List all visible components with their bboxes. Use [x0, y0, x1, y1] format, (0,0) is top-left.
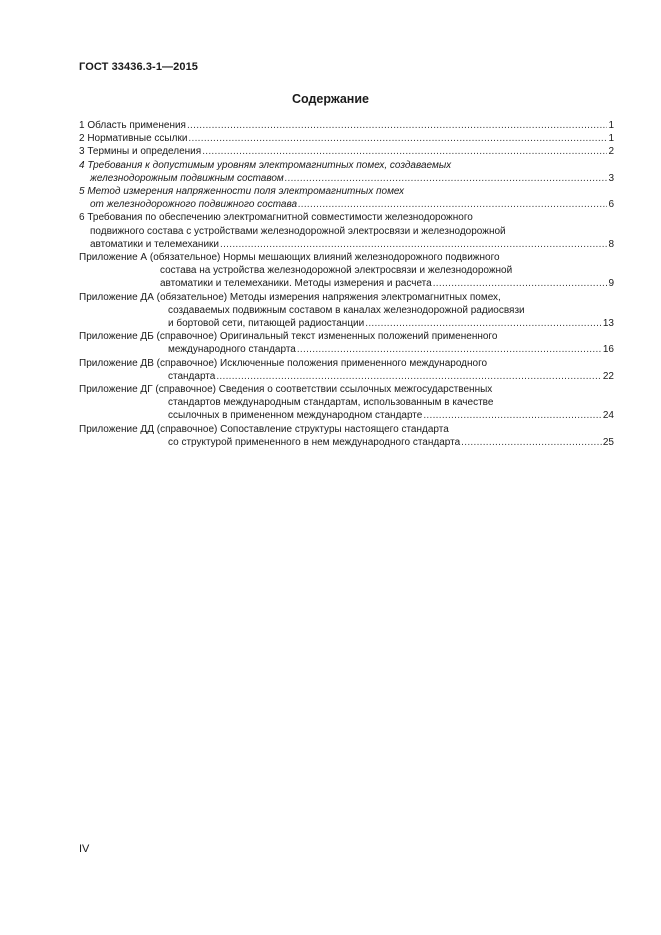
toc-entry-title: 4 Требования к допустимым уровням электромагнитных помех, создаваемых	[79, 159, 452, 171]
toc-entry-title-continuation: со структурой примененного в нем международного стандарта	[168, 436, 461, 448]
toc-entry-title: Приложение ДА (обязательное) Методы измерения напряжения электромагнитных помех,	[79, 291, 501, 303]
toc-dot-leader	[187, 119, 607, 132]
toc-page-number: 1	[608, 120, 614, 131]
toc-entry[interactable]	[79, 251, 614, 291]
toc-dot-leader	[216, 370, 602, 383]
toc-entry-title: Приложение ДВ (справочное) Исключенные положения примененного международного	[79, 357, 488, 369]
toc-entry-title-continuation: состава на устройства железнодорожной электросвязи и железнодорожной	[160, 265, 513, 277]
toc-entry-title-continuation: подвижного состава с устройствами железнодорожной электросвязи и железнодорожной	[90, 225, 506, 237]
toc-entry[interactable]	[79, 119, 614, 132]
toc-entry[interactable]	[79, 330, 614, 356]
toc-entry[interactable]	[79, 185, 614, 211]
toc-entry-title-continuation: автоматики и телемеханики. Методы измерения и расчета	[160, 278, 432, 290]
toc-entry-title: Приложение А (обязательное) Нормы мешающих влияний железнодорожного подвижного	[79, 252, 500, 264]
toc-dot-leader	[298, 198, 607, 211]
toc-page-number: 25	[602, 436, 614, 448]
toc-dot-leader	[365, 317, 602, 330]
toc-page-number: 22	[602, 370, 614, 382]
toc-page-number: 6	[608, 199, 614, 211]
toc-entry-title: Приложение ДД (справочное) Сопоставление структуры настоящего стандарта	[79, 423, 449, 435]
toc-dot-leader	[297, 343, 602, 356]
toc-entry[interactable]	[79, 291, 614, 331]
toc-entry-title: 3 Термины и определения	[79, 146, 202, 158]
toc-dot-leader	[285, 172, 608, 185]
toc-entry[interactable]	[79, 211, 614, 251]
toc-entry-title: Приложение ДГ (справочное) Сведения о соответствии ссылочных межгосударственных	[79, 384, 493, 396]
toc-dot-leader	[202, 145, 607, 158]
toc-entry-title-continuation: ссылочных в примененном международном стандарте	[168, 410, 423, 422]
toc-page-number: 24	[602, 410, 614, 422]
toc-entry-title-continuation: и бортовой сети, питающей радиостанции	[168, 318, 365, 330]
toc-page-number: 16	[602, 344, 614, 356]
toc-page-number: 2	[608, 146, 614, 158]
toc-entry-title-continuation: от железнодорожного подвижного состава	[90, 199, 298, 211]
toc-dot-leader	[423, 409, 602, 422]
toc-entry-title-continuation: стандартов международным стандартам, использованным в качестве	[168, 397, 494, 409]
toc-entry-title-continuation: железнодорожным подвижным составом	[90, 172, 284, 184]
toc-entry-title: Приложение ДБ (справочное) Оригинальный текст измененных положений примененного	[79, 331, 498, 343]
toc-entry-title: 5 Метод измерения напряженности поля электромагнитных помех	[79, 186, 405, 198]
toc-page-number: 3	[608, 172, 614, 184]
toc-page-number: 9	[608, 278, 614, 290]
toc-title: Содержание	[291, 92, 369, 106]
toc-dot-leader	[433, 277, 608, 290]
document-code: ГОСТ 33436.3-1—2015	[79, 61, 199, 73]
toc-entry[interactable]	[79, 357, 614, 383]
toc-entry-title-continuation: автоматики и телемеханики	[90, 238, 219, 250]
toc-entry-title-continuation: международного стандарта	[168, 344, 296, 356]
toc-dot-leader	[461, 436, 602, 449]
page-number: IV	[79, 843, 90, 855]
toc-page-number: 8	[608, 238, 614, 250]
toc-page-number: 13	[602, 318, 614, 330]
toc-entry-title-continuation: создаваемых подвижным составом в каналах железнодорожной радиосвязи	[168, 304, 525, 316]
toc-entry[interactable]	[79, 145, 614, 158]
toc-entry[interactable]	[79, 132, 614, 145]
table-of-contents	[79, 119, 614, 449]
toc-entry[interactable]	[79, 423, 614, 449]
toc-entry-title: 6 Требования по обеспечению электромагнитной совместимости железнодорожного	[79, 212, 473, 224]
toc-dot-leader	[188, 132, 607, 145]
toc-entry-title: 2 Нормативные ссылки	[79, 133, 188, 145]
toc-entry[interactable]	[79, 383, 614, 423]
toc-entry[interactable]	[79, 159, 614, 185]
toc-entry-title-continuation: стандарта	[168, 370, 216, 382]
toc-dot-leader	[220, 238, 607, 251]
toc-entry-title: 1 Область применения	[79, 120, 186, 131]
toc-page-number: 1	[608, 133, 614, 145]
